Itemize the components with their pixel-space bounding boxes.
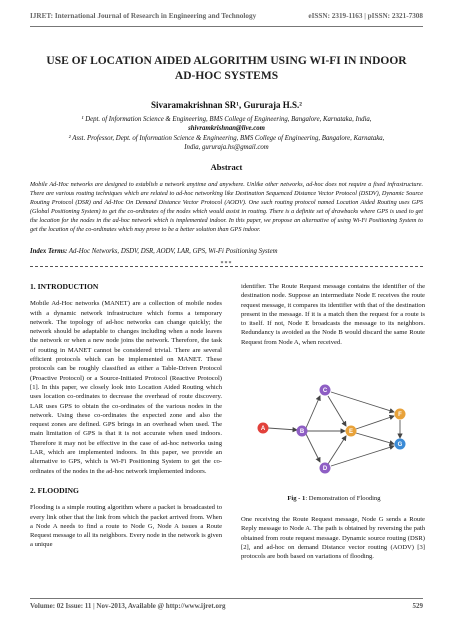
figure-caption-text: : Demonstration of Flooding [305, 495, 381, 502]
footer-volume: Volume: 02 Issue: 11 | Nov-2013, Available @ http://www.ijret.org [30, 602, 226, 610]
affiliation-1 [30, 116, 423, 133]
edge-c-f [331, 392, 394, 412]
node-e-label: E [348, 429, 354, 436]
authors: Sivaramakrishnan SR¹, Gururaja H.S.² [151, 100, 302, 110]
node-g [395, 439, 406, 450]
flooding-figure [244, 378, 424, 478]
index-terms-list: Ad-Hoc Networks, DSDV, DSR, AODV, LAR, GPS, Wi-Fi Positioning System [67, 248, 278, 255]
affiliation-2 [30, 135, 423, 152]
edge-a-b [268, 428, 297, 430]
node-d-label: D [322, 466, 328, 473]
affiliation-2-text: ² Asst. Professor, Dept. of Information Science & Engineering, BMS College of Engineering, Bangalore, Karnataka, [68, 135, 385, 142]
page-number: 529 [412, 602, 423, 610]
section-2-paragraph: Flooding is a simple routing algorithm where a packet is broadcasted to every link other that the link from which the packet arrived from. When a Node A needs to find a route to Node G, Node A issues a Route Request message to all its neighbors. Every node in the network is given a unique [30, 504, 222, 549]
abstract-heading: Abstract [210, 162, 243, 172]
flooding-edges [268, 392, 400, 466]
affiliation-1-text: ¹ Dept. of Information Science & Engineering, BMS College of Engineering, Bangalore, Karnataka, India, [81, 116, 372, 123]
separator-stars: *** [220, 261, 233, 267]
edge-d-g [331, 446, 394, 466]
node-c [320, 385, 331, 396]
section-1-paragraph: Mobile Ad-Hoc networks (MANET) are a collection of mobile nodes with a dynamic network infrastructure which forms a temporary network. The topology of ad-hoc networks can change quickly; the network should be adaptable to changes including when a node leaves the network or when a new node joins the network. Therefore, the task of routing in MANET cannot be considered trivial. There are several efficient protocols which can be implemented on MANET. These protocols can be roughly classified as either a Table-Driven Protocol (Proactive Protocol) or a Source-Initiated Protocol (Reactive Protocol) [1]. In this paper, we closely look into Location Aided Routing which uses location co-ordinates to decrease the overhead of route discovery. LAR uses GPS to obtain the co-ordinates of the various nodes in the network. Using these co-ordinates the expected zone and also the request zones are defined. GPS brings in an overhead when used. The main limitation of GPS is that it is not accurate when used indoors. Therefore it may not be effective in the case of ad-hoc networks using LAR, which are implemented indoors. In this paper, we provide an alternative to GPS, which is Wi-Fi Positioning System to get the co-ordinates of the nodes in the ad-hoc network implemented indoors. [30, 300, 222, 475]
node-e [346, 426, 357, 437]
edge-b-d [306, 434, 320, 462]
right-column-top [241, 282, 425, 347]
issn: eISSN: 2319-1163 | pISSN: 2321-7308 [308, 12, 423, 20]
affiliation-1-email: shivramkrishnan@live.com [188, 124, 265, 132]
journal-name: IJRET: International Journal of Research in Engineering and Technology [30, 12, 257, 20]
running-footer [30, 602, 423, 610]
running-header [30, 12, 423, 20]
footer-rule [30, 598, 423, 599]
node-d [320, 463, 331, 474]
node-c-label: C [322, 388, 328, 395]
node-a-label: A [260, 426, 266, 433]
title-line-1: USE OF LOCATION AIDED ALGORITHM USING WI-FI IN INDOOR [46, 55, 407, 67]
edge-d-e [328, 436, 346, 464]
section-2-heading: 2. FLOODING [30, 485, 79, 495]
node-f-label: F [398, 412, 402, 419]
affiliation-2-email: India, gururaja.hs@gmail.com [184, 143, 269, 151]
node-b [297, 426, 308, 437]
figure-caption-label: Fig - 1 [287, 495, 306, 502]
right-paragraph-2: One receiving the Route Request message, Node G sends a Route Reply message to Node A. The path is obtained by reversing the path obtained from route request message. Dynamic source routing (DSR) [2], and ad-hoc on demand Distance vector routing (AODV) [3] protocols are both based on variations of flooding. [241, 516, 425, 561]
right-column-bottom [241, 515, 425, 561]
abstract-text: Mobile Ad-Hoc networks are designed to establish a network anytime and anywhere. Unlike other networks, ad-hoc does not require a fixed infrastructure. There are various routing techniques which are related to ad-hoc networking like Destination Sequenced Distance Vector Protocol (DSDV), Dynamic Source Routing Protocol (DSR) and Ad-Hoc On Demand Distance Vector Protocol (AODV). One such routing protocol named Location Aided Routing uses GPS (Global Positioning System) to get the co-ordinates of the nodes which would assist in routing. There is a definite set of drawbacks where GPS is used to get the location for the nodes in the ad-hoc network which is implemented indoor. In this paper, we propose an alternative of using Wi-Fi Positioning System to get the location of the co-ordinates which may prove to be a better solution than GPS indoor. [30, 181, 423, 234]
edge-e-f [356, 416, 394, 429]
node-a [258, 423, 269, 434]
paper-title [40, 54, 413, 84]
edge-e-g [356, 433, 394, 444]
edge-b-c [306, 396, 320, 428]
left-column [30, 282, 222, 550]
edge-c-e [328, 396, 346, 426]
node-b-label: B [299, 429, 305, 436]
index-terms-label: Index Terms: [30, 248, 68, 255]
section-1-heading: 1. INTRODUCTION [30, 282, 99, 291]
figure-caption [244, 495, 424, 502]
right-paragraph-1: identifier. The Route Request message contains the identifier of the destination node. Suppose an intermediate Node E receives the route request message, it compares its identifier with that of the destination present in the message. If it is a match then the request for a route is to itself. If not, Node E broadcasts the message to its neighbors. Redundancy is avoided as the Node B would discard the same Route Request from Node A, when received. [241, 283, 425, 346]
header-rule [30, 26, 423, 27]
title-line-2: AD-HOC SYSTEMS [174, 70, 279, 82]
node-g-label: G [397, 442, 403, 449]
index-terms [30, 248, 423, 255]
node-f [395, 409, 406, 420]
